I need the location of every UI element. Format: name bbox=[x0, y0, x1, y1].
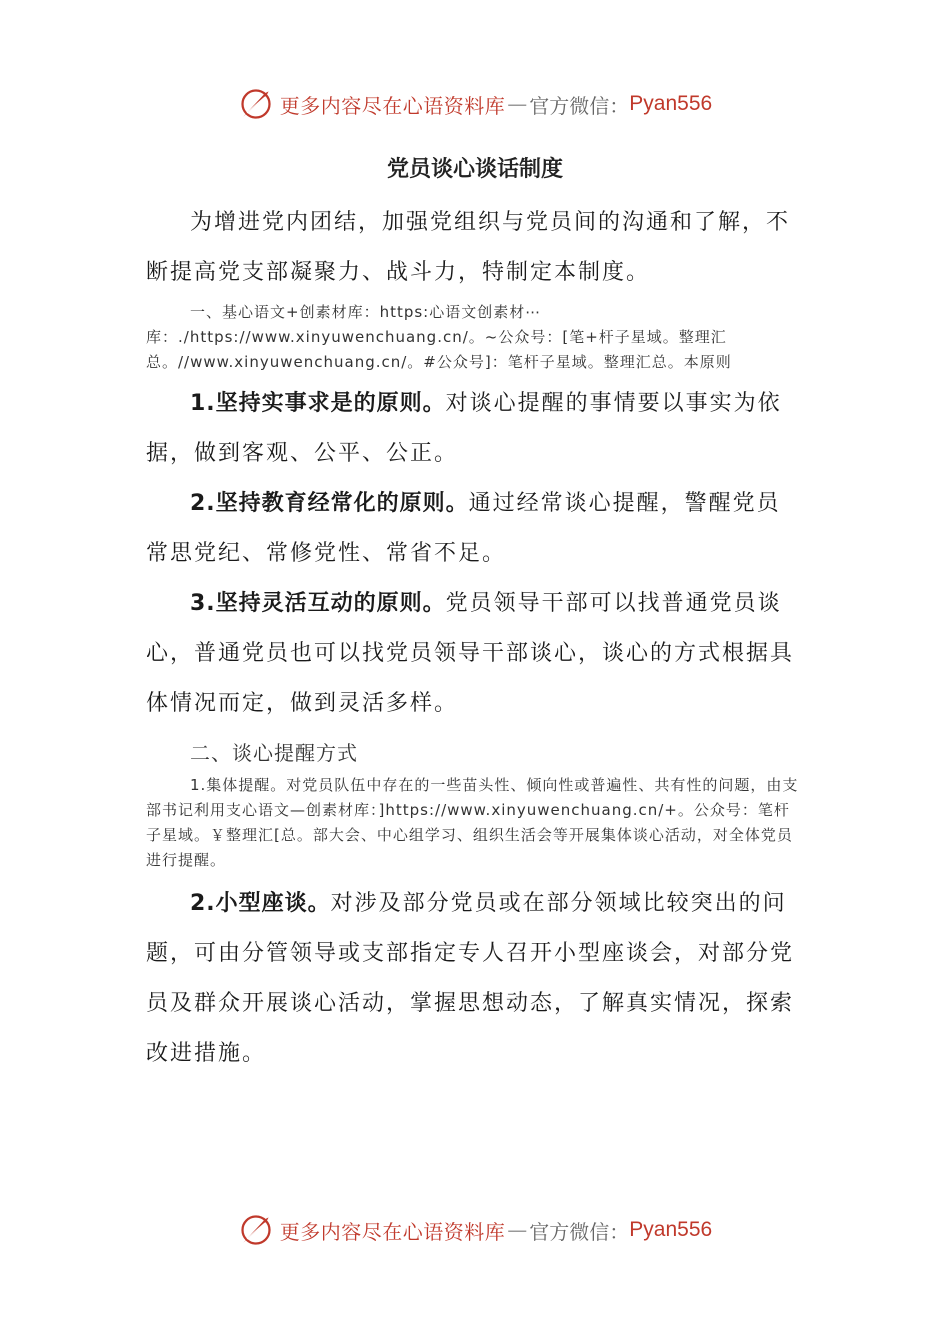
banner-wechat-id: Pyan556 bbox=[629, 92, 713, 115]
section2-title: 二、谈心提醒方式 bbox=[190, 741, 358, 765]
page-title: 党员谈心谈话制度 bbox=[386, 157, 563, 182]
principle-2 bbox=[146, 479, 802, 579]
banner-text: 更多内容尽在心语资料库 bbox=[279, 1219, 506, 1244]
method-2-head: 2.小型座谈。 bbox=[190, 891, 331, 916]
banner-wechat-id: Pyan556 bbox=[629, 1218, 713, 1241]
principle-1-body: 对谈心提醒的事情要以事实为依据，做到客观、公平、公正。 bbox=[146, 391, 782, 466]
banner-prefix: 官方微信： bbox=[529, 1219, 630, 1244]
quill-logo-icon bbox=[238, 1212, 274, 1248]
section1-heading-line: 一、基心语文+创素材库：https:心语文创素材⋯库：./https://www.xinyuwenchuang.cn/。~公众号：[笔+杆子星域。整理汇总。//www.xinyuwenchuang.cn/。#公众号]：笔杆子星域。整理汇总。本原则 bbox=[146, 303, 732, 371]
principle-2-head: 2.坚持教育经常化的原则。 bbox=[190, 491, 469, 516]
quill-logo-icon bbox=[238, 86, 274, 122]
principle-3-head: 3.坚持灵活互动的原则。 bbox=[190, 591, 446, 616]
document-body bbox=[146, 198, 802, 1079]
principle-3 bbox=[146, 579, 802, 729]
banner-prefix: 官方微信： bbox=[529, 93, 630, 118]
header-banner bbox=[0, 82, 950, 126]
principle-1-head: 1.坚持实事求是的原则。 bbox=[190, 391, 446, 416]
banner-separator: — bbox=[507, 92, 528, 116]
banner-text: 更多内容尽在心语资料库 bbox=[279, 93, 506, 118]
method-1: 1.集体提醒。对党员队伍中存在的一些苗头性、倾向性或普遍性、共有性的问题，由支部书记利用支心语文—创素材库：]https://www.xinyuwenchuang.cn/+。公众号：笔杆子星域。￥整理汇[总。部大会、中心组学习、组织生活会等开展集体谈心活动，对全体党员进行提醒。 bbox=[146, 776, 799, 869]
method-2-body: 对涉及部分党员或在部分领域比较突出的问题，可由分管领导或支部指定专人召开小型座谈会，对部分党员及群众开展谈心活动，掌握思想动态，了解真实情况，探索改进措施。 bbox=[146, 891, 795, 1066]
footer-banner bbox=[0, 1208, 950, 1252]
principle-1 bbox=[146, 379, 802, 479]
principle-2-body: 通过经常谈心提醒，警醒党员常思党纪、常修党性、常省不足。 bbox=[146, 491, 781, 566]
method-2 bbox=[146, 879, 802, 1079]
banner-separator: — bbox=[507, 1218, 528, 1242]
principle-3-body: 党员领导干部可以找普通党员谈心，普通党员也可以找党员领导干部谈心，谈心的方式根据具体情况而定，做到灵活多样。 bbox=[146, 591, 795, 716]
intro-paragraph: 为增进党内团结，加强党组织与党员间的沟通和了解，不断提高党支部凝聚力、战斗力，特制定本制度。 bbox=[146, 210, 791, 285]
